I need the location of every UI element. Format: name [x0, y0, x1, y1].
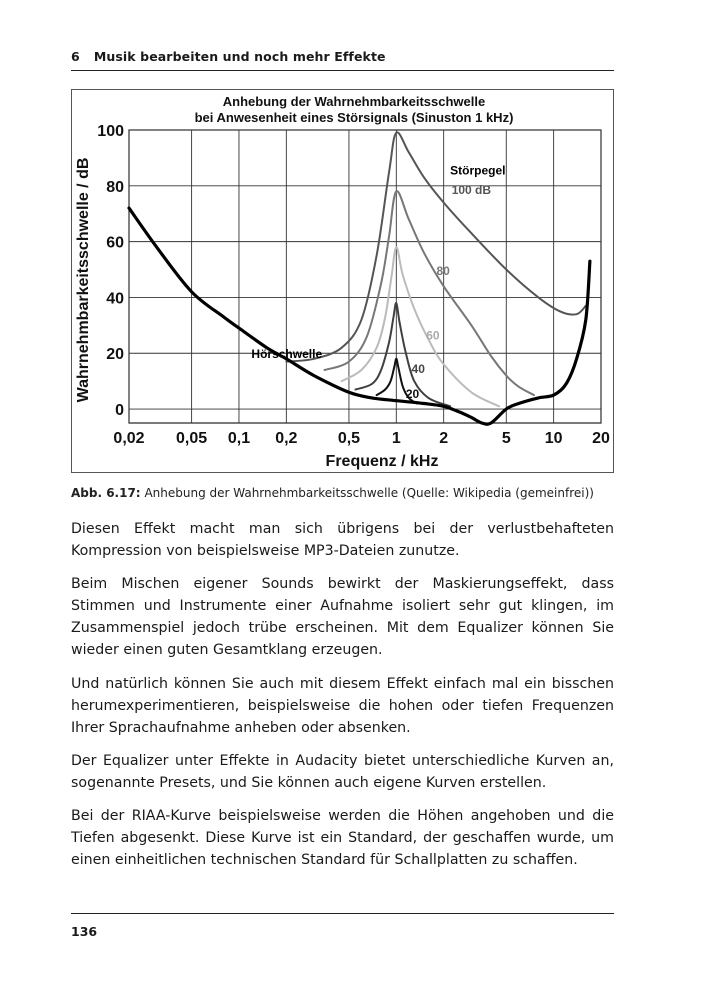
x-tick-label: 0,02 — [113, 430, 145, 447]
x-tick-label: 0,2 — [275, 430, 298, 447]
y-tick-label: 60 — [106, 234, 124, 252]
annotation-40: 40 — [411, 361, 425, 376]
paragraph-2: Beim Mischen eigener Sounds bewirkt der Maskierungseffekt, dass Stimmen und Instrumente einer Aufnahme isoliert sehr gut klingen, im Zusammenspiel jedoch trübe erscheinen. Mit dem Equalizer können Sie wieder einen guten Gesamtklang erzeugen. — [71, 576, 614, 658]
y-tick-label: 0 — [115, 402, 124, 420]
figure-frame — [71, 89, 614, 473]
x-tick-label: 0,05 — [176, 430, 208, 447]
chart-title: Anhebung der Wahrnehmbarkeitsschwelle — [222, 94, 486, 109]
annotation-20: 20 — [405, 386, 420, 401]
caption-text: Anhebung der Wahrnehmbarkeitsschwelle (Quelle: Wikipedia (gemeinfrei)) — [144, 486, 594, 500]
x-tick-label: 1 — [391, 430, 401, 447]
x-tick-label: 20 — [592, 430, 610, 447]
series-layer — [129, 132, 590, 424]
x-tick-label: 2 — [439, 430, 449, 447]
caption-label: Abb. 6.17: — [71, 486, 141, 500]
running-head — [71, 49, 614, 64]
masking-line-80 — [325, 191, 534, 395]
paragraph-5: Bei der RIAA-Kurve beispielsweise werden die Höhen angehoben und die Tiefen abgesenkt. Diese Kurve ist ein Standard, der geschaffen wurde, um einen einheitlichen technischen Standard für Schallplatten zu schaffen. — [71, 808, 614, 868]
y-tick-label: 40 — [106, 290, 124, 308]
x-axis-label: Frequenz / kHz — [325, 453, 439, 470]
x-tick-label: 5 — [501, 430, 511, 447]
annotations — [251, 164, 505, 401]
y-tick-label: 80 — [106, 178, 124, 196]
y-axis-label: Wahrnehmbarkeitsschwelle / dB — [75, 157, 92, 403]
page-number: 136 — [71, 924, 98, 939]
footer-rule — [71, 913, 614, 914]
masking-line-100-db — [286, 132, 586, 361]
x-tick-label: 10 — [544, 430, 563, 447]
plot-area — [129, 130, 601, 423]
annotation-masker-level-title: Störpegel — [450, 163, 506, 178]
chapter-title: Musik bearbeiten und noch mehr Effekte — [93, 49, 386, 64]
hearing-threshold-line — [129, 208, 590, 424]
y-tick-label: 100 — [97, 123, 124, 140]
chart-subtitle: bei Anwesenheit eines Störsignals (Sinuston 1 kHz) — [194, 110, 514, 125]
x-tick-label: 0,1 — [227, 430, 251, 447]
grid — [129, 130, 601, 423]
annotation-60: 60 — [426, 328, 440, 343]
paragraph-1: Diesen Effekt macht man sich übrigens bei der verlustbehafteten Kompression von beispielsweise MP3-Dateien zunutze. — [71, 521, 614, 559]
paragraph-3: Und natürlich können Sie auch mit diesem Effekt einfach mal ein bisschen herumexperimentieren, beispielsweise die hohen oder tiefen Frequenzen Ihrer Sprachaufnahme anheben oder absenken. — [71, 676, 614, 736]
masking-line-60 — [342, 247, 499, 406]
annotation-hearing-threshold: Hörschwelle — [251, 347, 323, 362]
chapter-number: 6 — [71, 49, 80, 64]
y-tick-label: 20 — [106, 346, 124, 364]
annotation-80: 80 — [436, 264, 450, 279]
x-tick-label: 0,5 — [337, 430, 361, 447]
paragraph-4: Der Equalizer unter Effekte in Audacity bietet unterschiedliche Kurven an, sogenannte Presets, und Sie können auch eigene Kurven erstellen. — [71, 753, 614, 791]
annotation-100db: 100 dB — [451, 183, 492, 198]
threshold-chart — [72, 90, 615, 474]
figure-caption — [71, 486, 631, 500]
header-rule — [71, 70, 614, 71]
